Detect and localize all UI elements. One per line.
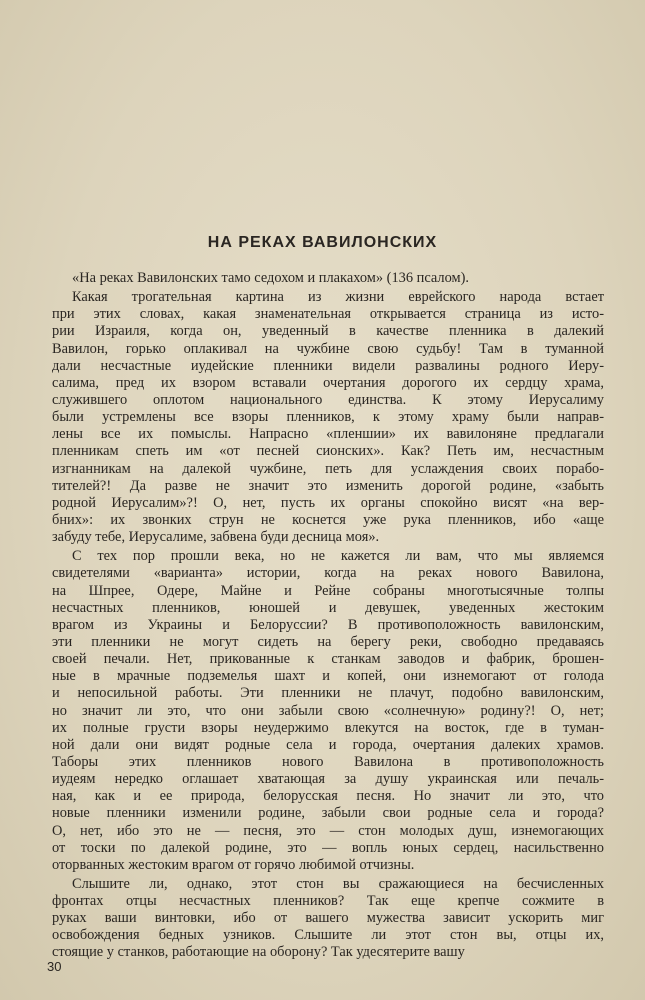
- text-line: врагом из Украины и Белоруссии? В противоположность вавилонским,: [52, 616, 604, 633]
- paragraph: [52, 876, 604, 962]
- text-line: тителей?! Да разве не значит это изменить дорогой родине, «забыть: [52, 477, 604, 494]
- text-line: и непосильной работы. Эти пленники не плачут, подобно вавилонским,: [52, 685, 604, 702]
- text-line: от тоски по далекой родине, это — вопль юных сердец, насильственно: [52, 839, 604, 856]
- paragraph: [52, 289, 604, 546]
- text-line: ная, как и ее природа, белорусская песня. Но значит ли это, что: [52, 788, 604, 805]
- text-line: ные в мрачные подземелья шахт и копей, они изнемогают от голода: [52, 668, 604, 685]
- text-line: стоящие у станков, работающие на оборону? Так удесятерите вашу: [52, 944, 465, 961]
- paragraph: [52, 548, 604, 874]
- text-line: рии Израиля, когда он, уведенный в качестве пленника в далекий: [52, 323, 604, 340]
- text-line: были устремлены все взоры пленников, к этому храму были направ-: [52, 409, 604, 426]
- body-text: [52, 270, 604, 962]
- text-line: но значит ли это, что они забыли свою «солнечную» родину?! О, нет;: [52, 702, 604, 719]
- text-line: Таборы этих пленников нового Вавилона в противоположность: [52, 753, 604, 770]
- text-line: Какая трогательная картина из жизни еврейского народа встает: [72, 289, 604, 306]
- text-line: несчастных пленников, юношей и девушек, уведенных жестоким: [52, 599, 604, 616]
- chapter-title: НА РЕКАХ ВАВИЛОНСКИХ: [207, 234, 438, 251]
- text-line: иудеям нередко оглашает хватающая за душу украинская или печаль-: [52, 771, 604, 788]
- text-line: освобождения бедных узников. Слышите ли этот стон вы, отцы их,: [52, 927, 604, 944]
- text-line: фронтах отцы несчастных пленников? Так еще крепче сожмите в: [52, 893, 604, 910]
- text-line: О, нет, ибо это не — песня, это — стон молодых душ, изнемогающих: [52, 822, 604, 839]
- text-line: бних»: их звонких струн не коснется уже рука пленников, ибо «аще: [52, 511, 604, 528]
- text-line: изгнанникам на далекой чужбине, петь для услаждения своих порабо-: [52, 460, 604, 477]
- paragraph: [52, 270, 604, 287]
- text-line: на Шпрее, Одере, Майне и Рейне собраны многотысячные толпы: [52, 582, 604, 599]
- text-line: «На реках Вавилонских тамо седохом и плакахом» (136 псалом).: [72, 270, 470, 286]
- text-line: их полные грусти взоры неудержимо влекутся на восток, где в туман-: [52, 719, 604, 736]
- text-line: Вавилон, горько оплакивал на чужбине свою судьбу! Там в туманной: [52, 340, 604, 357]
- text-line: забуду тебе, Иерусалиме, забвена буди десница моя».: [52, 529, 380, 546]
- text-line: С тех пор прошли века, но не кажется ли вам, что мы являемся: [72, 548, 604, 565]
- text-line: родной Иерусалим»?! О, нет, пусть их органы спокойно висят «на вер-: [52, 494, 604, 511]
- text-line: при этих словах, какая знаменательная открывается страница из исто-: [52, 306, 604, 323]
- text-line: Слышите ли, однако, этот стон вы сражающиеся на бесчисленных: [72, 875, 604, 892]
- text-line: лены все их помыслы. Напрасно «пленшии» их вавилоняне предлагали: [52, 426, 604, 443]
- text-line: руках ваши винтовки, ибо от вашего мужества зависит ускорить миг: [52, 910, 604, 927]
- text-line: своей печали. Нет, прикованные к станкам заводов и фабрик, брошен-: [52, 651, 604, 668]
- text-line: эти пленники не могут сидеть на берегу реки, свободно предаваясь: [52, 633, 604, 650]
- text-line: свидетелями «варианта» истории, когда на реках нового Вавилона,: [52, 565, 604, 582]
- text-line: оторванных жестоким врагом от горячо любимой отчизны.: [52, 856, 415, 873]
- text-line: ной дали они видят родные села и города, очертания далеких храмов.: [52, 736, 604, 753]
- text-line: дали несчастные иудейские пленники видели развалины родного Иеру-: [52, 357, 604, 374]
- text-line: новые пленники изменили родине, забыли свои родные села и города?: [52, 805, 604, 822]
- text-line: салима, пред их взором вставали очертания дорогого их сердцу храма,: [52, 374, 604, 391]
- page-number: 30: [47, 959, 62, 974]
- text-line: служившего оплотом национального единства. К этому Иерусалиму: [52, 391, 604, 408]
- text-line: пленникам спеть им «от песней сионских». Как? Петь им, несчастным: [52, 443, 604, 460]
